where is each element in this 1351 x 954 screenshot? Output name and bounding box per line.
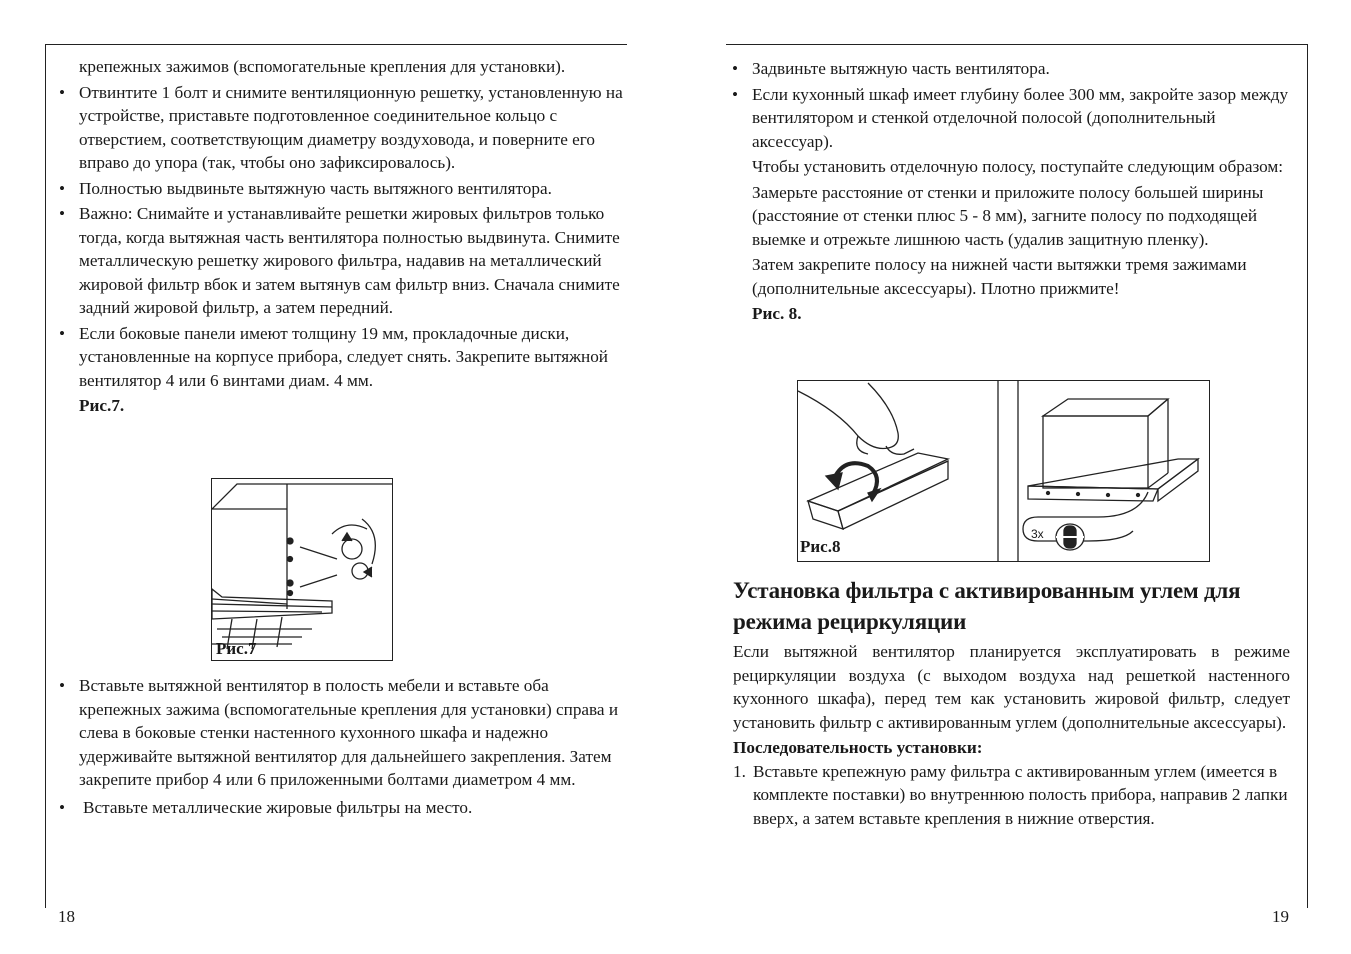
left-top-rule bbox=[45, 44, 627, 45]
page-number: 18 bbox=[58, 907, 75, 926]
page-number: 19 bbox=[1272, 907, 1289, 926]
list-item bbox=[45, 81, 625, 175]
figure-8-annotation: 3x bbox=[1031, 527, 1044, 541]
right-text-top bbox=[718, 57, 1293, 328]
sub-paragraph: Замерьте расстояние от стенки и приложите полосу большей ширины (расстояние от стенки плюс 5 - 8 мм), загните полосу по подходящей выемке и отрежьте лишнюю часть (удалив защитную пленку). bbox=[752, 182, 1264, 249]
list-item-text: Вставьте вытяжной вентилятор в полость мебели и вставьте оба крепежных зажима (вспомогательные крепления для установки) справа и слева в боковые стенки настенного кухонного шкафа и надежно удерживайте вытяжной вентилятор для дальнейшего закрепления. Затем закрепите прибор 4 или 6 приложенными болтами диаметром 4 мм. bbox=[79, 676, 619, 789]
continuation-text: крепежных зажимов (вспомогательные крепления для установки). bbox=[79, 57, 566, 76]
figure-7-illustration bbox=[212, 479, 392, 660]
figure-reference: Рис.7. bbox=[79, 396, 125, 415]
list-item bbox=[718, 57, 1293, 81]
figure-7-label: Рис.7 bbox=[216, 639, 257, 658]
figure-8-label: Рис.8 bbox=[800, 537, 841, 556]
bullet-mark: • bbox=[59, 323, 66, 343]
list-item-text: Вставьте крепежную раму фильтра с активированным углем (имеется в комплекте поставки) во внутреннюю полость прибора, направив 2 лапки вверх, а затем вставьте крепления в нижние отверстия. bbox=[753, 761, 1288, 828]
list-item bbox=[45, 674, 625, 792]
list-item-text: Отвинтите 1 болт и снимите вентиляционную решетку, установленную на устройстве, приставьте подготовленное соединительное кольцо с отверстием, соответствующим диаметру воздуховода, и поверните его вправо до упора (так, чтобы оно зафиксировалось). bbox=[79, 82, 623, 172]
list-item bbox=[45, 796, 625, 820]
list-item bbox=[733, 760, 1290, 831]
sequence-title: Последовательность установки: bbox=[733, 738, 983, 757]
list-item-text: Вставьте металлические жировые фильтры на место. bbox=[83, 797, 473, 817]
list-item bbox=[45, 177, 625, 201]
right-margin-rule bbox=[1307, 44, 1308, 908]
right-top-rule bbox=[726, 44, 1308, 45]
bullet-mark: • bbox=[59, 676, 66, 695]
intro-paragraph: Если вытяжной вентилятор планируется эксплуатировать в режиме рециркуляции воздуха (с выходом воздуха над решеткой настенного кухонного шкафа), перед тем как установить жировой фильтр, следует установить фильтр с активированным углем (дополнительные аксессуары). bbox=[733, 642, 1290, 732]
sub-paragraph: Чтобы установить отделочную полосу, поступайте следующим образом: bbox=[752, 157, 1284, 176]
list-item-text: Задвиньте вытяжную часть вентилятора. bbox=[752, 59, 1050, 78]
right-page bbox=[676, 0, 1351, 954]
figure-7 bbox=[211, 478, 393, 661]
bullet-mark: • bbox=[59, 204, 66, 223]
bullet-mark: • bbox=[59, 797, 66, 817]
list-item bbox=[718, 83, 1293, 154]
figure-8 bbox=[797, 380, 1210, 562]
section-heading: Установка фильтра с активированным углем для режима рециркуляции bbox=[733, 578, 1241, 634]
figure-reference: Рис. 8. bbox=[752, 304, 802, 323]
list-item-text: Полностью выдвиньте вытяжную часть вытяжного вентилятора. bbox=[79, 178, 552, 198]
sub-paragraph: Затем закрепите полосу на нижней части вытяжки тремя зажимами (дополнительные аксессуары). Плотно прижмите! bbox=[752, 255, 1247, 298]
left-text-bottom bbox=[45, 674, 625, 821]
right-text-bottom bbox=[733, 575, 1290, 830]
bullet-mark: • bbox=[59, 82, 66, 102]
list-item bbox=[45, 202, 625, 320]
figure-8-illustration bbox=[798, 381, 1209, 561]
list-item-text: Важно: Снимайте и устанавливайте решетки жировых фильтров только тогда, когда вытяжная часть вентилятора полностью выдвинута. Снимите металлическую решетку жирового фильтра, надавив на металлический жировой фильтр вбок и затем вытянув сам фильтр вниз. Сначала снимите задний жировой фильтр, а затем передний. bbox=[79, 204, 620, 317]
bullet-mark: • bbox=[732, 84, 739, 104]
left-text-top bbox=[45, 55, 625, 420]
list-item-text: Если кухонный шкаф имеет глубину более 300 мм, закройте зазор между вентилятором и стенкой отделочной полосой (дополнительный аксессуар). bbox=[752, 84, 1289, 151]
bullet-mark: • bbox=[59, 178, 66, 198]
bullet-mark: • bbox=[732, 59, 739, 78]
list-item-text: Если боковые панели имеют толщину 19 мм, прокладочные диски, установленные на корпусе прибора, следует снять. Закрепите вытяжной вентилятор 4 или 6 винтами диам. 4 мм. bbox=[79, 323, 609, 390]
list-item bbox=[45, 322, 625, 393]
step-number: 1. bbox=[733, 761, 746, 781]
